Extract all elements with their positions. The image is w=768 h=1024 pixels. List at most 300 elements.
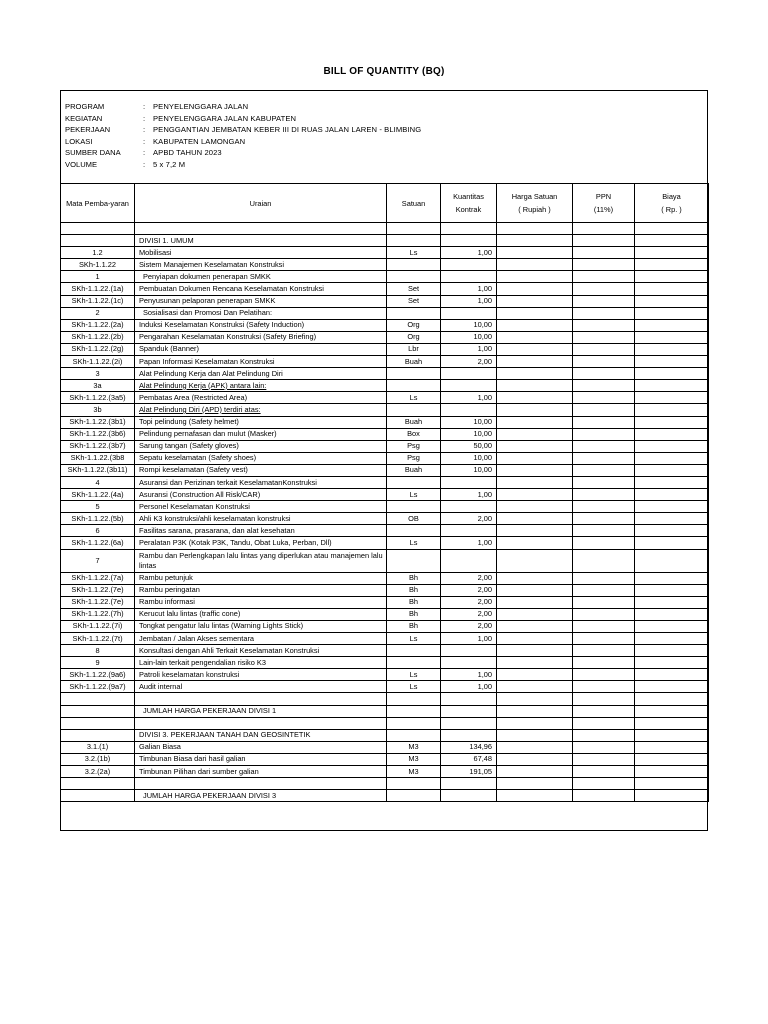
- info-value: PENGGANTIAN JEMBATAN KEBER III DI RUAS JALAN LAREN - BLIMBING: [153, 125, 422, 135]
- table-row: [61, 681, 709, 693]
- cell-uraian: Lain-lain terkait pengendalian risiko K3: [135, 657, 387, 669]
- info-label: VOLUME: [65, 159, 98, 169]
- cell-ppn: [573, 464, 635, 476]
- info-value: KABUPATEN LAMONGAN: [153, 136, 246, 146]
- cell-kuantitas: [441, 645, 497, 657]
- cell-mata-pembayaran: [61, 729, 135, 741]
- cell-ppn: [573, 319, 635, 331]
- cell-kuantitas: [441, 778, 497, 790]
- cell-ppn: [573, 476, 635, 488]
- info-row: [65, 124, 421, 136]
- cell-uraian: Topi pelindung (Safety helmet): [135, 416, 387, 428]
- cell-ppn: [573, 766, 635, 778]
- cell-harga-satuan: [497, 693, 573, 705]
- cell-uraian: Rambu petunjuk: [135, 572, 387, 584]
- info-label: PEKERJAAN: [65, 125, 111, 135]
- cell-satuan: Ls: [387, 489, 441, 501]
- cell-kuantitas: 10,00: [441, 464, 497, 476]
- cell-uraian: Peralatan P3K (Kotak P3K, Tandu, Obat Luka, Perban, Dll): [135, 537, 387, 549]
- cell-harga-satuan: [497, 596, 573, 608]
- cell-satuan: [387, 307, 441, 319]
- header-mata-pembayaran: Mata Pemba-yaran: [61, 184, 135, 223]
- cell-satuan: [387, 705, 441, 717]
- cell-satuan: M3: [387, 741, 441, 753]
- cell-mata-pembayaran: SKh-1.1.22.(1a): [61, 283, 135, 295]
- table-row: [61, 368, 709, 380]
- cell-mata-pembayaran: 6: [61, 525, 135, 537]
- cell-satuan: Bh: [387, 596, 441, 608]
- header-satuan: Satuan: [387, 184, 441, 223]
- cell-mata-pembayaran: SKh-1.1.22.(9a7): [61, 681, 135, 693]
- info-value: PENYELENGGARA JALAN KABUPATEN: [153, 113, 297, 123]
- table-row: [61, 584, 709, 596]
- cell-ppn: [573, 307, 635, 319]
- cell-mata-pembayaran: SKh-1.1.22.(3b11): [61, 464, 135, 476]
- cell-kuantitas: 191,05: [441, 766, 497, 778]
- header-kuantitas: Kuantitas Kontrak: [441, 184, 497, 223]
- table-row: [61, 525, 709, 537]
- cell-kuantitas: 2,00: [441, 572, 497, 584]
- table-row: [61, 428, 709, 440]
- cell-satuan: Ls: [387, 247, 441, 259]
- cell-mata-pembayaran: [61, 778, 135, 790]
- cell-uraian: Sistem Manajemen Keselamatan Konstruksi: [135, 259, 387, 271]
- cell-mata-pembayaran: SKh-1.1.22.(7t): [61, 633, 135, 645]
- table-row: [61, 741, 709, 753]
- cell-uraian: DIVISI 3. PEKERJAAN TANAH DAN GEOSINTETIK: [135, 729, 387, 741]
- cell-mata-pembayaran: SKh-1.1.22.(3a5): [61, 392, 135, 404]
- info-row: [65, 113, 421, 125]
- cell-harga-satuan: [497, 271, 573, 283]
- cell-biaya: [635, 392, 709, 404]
- cell-uraian: Konsultasi dengan Ahli Terkait Keselamatan Konstruksi: [135, 645, 387, 657]
- cell-harga-satuan: [497, 501, 573, 513]
- cell-harga-satuan: [497, 428, 573, 440]
- cell-biaya: [635, 572, 709, 584]
- cell-biaya: [635, 645, 709, 657]
- cell-harga-satuan: [497, 259, 573, 271]
- table-row: [61, 766, 709, 778]
- cell-mata-pembayaran: 3b: [61, 404, 135, 416]
- cell-satuan: M3: [387, 753, 441, 765]
- cell-uraian: Rambu informasi: [135, 596, 387, 608]
- cell-kuantitas: 2,00: [441, 620, 497, 632]
- cell-mata-pembayaran: 5: [61, 501, 135, 513]
- cell-biaya: [635, 356, 709, 368]
- cell-ppn: [573, 513, 635, 525]
- cell-biaya: [635, 223, 709, 235]
- cell-satuan: Org: [387, 319, 441, 331]
- cell-biaya: [635, 681, 709, 693]
- cell-uraian: Fasilitas sarana, prasarana, dan alat kesehatan: [135, 525, 387, 537]
- cell-harga-satuan: [497, 717, 573, 729]
- cell-mata-pembayaran: SKh-1.1.22.(7e): [61, 596, 135, 608]
- cell-satuan: [387, 778, 441, 790]
- cell-satuan: [387, 717, 441, 729]
- cell-biaya: [635, 452, 709, 464]
- cell-uraian: [135, 223, 387, 235]
- cell-satuan: Psg: [387, 452, 441, 464]
- cell-uraian: Sosialisasi dan Promosi Dan Pelatihan:: [135, 307, 387, 319]
- cell-mata-pembayaran: [61, 223, 135, 235]
- cell-ppn: [573, 572, 635, 584]
- project-info: [65, 101, 421, 171]
- cell-kuantitas: 1,00: [441, 343, 497, 355]
- cell-biaya: [635, 235, 709, 247]
- table-row: [61, 464, 709, 476]
- cell-uraian: Asuransi dan Perizinan terkait KeselamatanKonstruksi: [135, 476, 387, 488]
- cell-ppn: [573, 368, 635, 380]
- cell-uraian: Penyusunan pelaporan penerapan SMKK: [135, 295, 387, 307]
- cell-harga-satuan: [497, 416, 573, 428]
- cell-harga-satuan: [497, 778, 573, 790]
- cell-harga-satuan: [497, 464, 573, 476]
- cell-mata-pembayaran: 9: [61, 657, 135, 669]
- cell-ppn: [573, 404, 635, 416]
- info-label: SUMBER DANA: [65, 148, 121, 158]
- cell-mata-pembayaran: [61, 717, 135, 729]
- cell-ppn: [573, 489, 635, 501]
- table-row: [61, 489, 709, 501]
- cell-ppn: [573, 753, 635, 765]
- table-row: [61, 416, 709, 428]
- cell-biaya: [635, 476, 709, 488]
- cell-kuantitas: [441, 717, 497, 729]
- cell-ppn: [573, 271, 635, 283]
- cell-ppn: [573, 223, 635, 235]
- cell-kuantitas: [441, 380, 497, 392]
- cell-ppn: [573, 295, 635, 307]
- cell-kuantitas: 134,96: [441, 741, 497, 753]
- cell-harga-satuan: [497, 331, 573, 343]
- cell-mata-pembayaran: SKh-1.1.22.(7i): [61, 620, 135, 632]
- cell-ppn: [573, 620, 635, 632]
- cell-kuantitas: [441, 501, 497, 513]
- cell-harga-satuan: [497, 404, 573, 416]
- cell-harga-satuan: [497, 525, 573, 537]
- cell-satuan: [387, 790, 441, 802]
- cell-biaya: [635, 766, 709, 778]
- cell-ppn: [573, 790, 635, 802]
- cell-uraian: [135, 404, 387, 416]
- table-row: [61, 247, 709, 259]
- cell-satuan: [387, 368, 441, 380]
- cell-harga-satuan: [497, 572, 573, 584]
- cell-uraian: Personel Keselamatan Konstruksi: [135, 501, 387, 513]
- cell-ppn: [573, 693, 635, 705]
- cell-harga-satuan: [497, 392, 573, 404]
- cell-mata-pembayaran: 7: [61, 549, 135, 572]
- cell-harga-satuan: [497, 452, 573, 464]
- cell-harga-satuan: [497, 633, 573, 645]
- cell-mata-pembayaran: SKh-1.1.22.(6a): [61, 537, 135, 549]
- cell-mata-pembayaran: SKh-1.1.22.(7a): [61, 572, 135, 584]
- cell-kuantitas: 1,00: [441, 669, 497, 681]
- cell-mata-pembayaran: 2: [61, 307, 135, 319]
- cell-uraian: [135, 717, 387, 729]
- cell-uraian: Pembuatan Dokumen Rencana Keselamatan Konstruksi: [135, 283, 387, 295]
- cell-kuantitas: 10,00: [441, 319, 497, 331]
- cell-satuan: [387, 525, 441, 537]
- cell-ppn: [573, 537, 635, 549]
- cell-mata-pembayaran: 3.2.(1b): [61, 753, 135, 765]
- cell-harga-satuan: [497, 537, 573, 549]
- cell-ppn: [573, 501, 635, 513]
- cell-kuantitas: [441, 368, 497, 380]
- cell-biaya: [635, 584, 709, 596]
- table-row: [61, 537, 709, 549]
- document-title: BILL OF QUANTITY (BQ): [323, 66, 445, 77]
- cell-biaya: [635, 657, 709, 669]
- cell-satuan: Set: [387, 295, 441, 307]
- cell-kuantitas: [441, 525, 497, 537]
- cell-kuantitas: [441, 790, 497, 802]
- cell-kuantitas: [441, 307, 497, 319]
- cell-ppn: [573, 247, 635, 259]
- cell-uraian: [135, 693, 387, 705]
- cell-mata-pembayaran: 8: [61, 645, 135, 657]
- info-sep: :: [143, 125, 146, 135]
- cell-mata-pembayaran: SKh-1.1.22.(2b): [61, 331, 135, 343]
- info-row: [65, 136, 421, 148]
- cell-satuan: Org: [387, 331, 441, 343]
- cell-satuan: Bh: [387, 608, 441, 620]
- table-row: [61, 452, 709, 464]
- cell-uraian: JUMLAH HARGA PEKERJAAN DIVISI 3: [135, 790, 387, 802]
- cell-harga-satuan: [497, 476, 573, 488]
- cell-harga-satuan: [497, 223, 573, 235]
- total-row: [61, 705, 709, 717]
- underlined-label: Alat Pelindung Kerja (APK) antara lain:: [139, 380, 267, 390]
- cell-kuantitas: [441, 404, 497, 416]
- cell-mata-pembayaran: SKh-1.1.22.(3b7): [61, 440, 135, 452]
- cell-uraian: Pengarahan Keselamatan Konstruksi (Safety Briefing): [135, 331, 387, 343]
- cell-biaya: [635, 428, 709, 440]
- cell-satuan: Ls: [387, 681, 441, 693]
- cell-mata-pembayaran: 3a: [61, 380, 135, 392]
- cell-biaya: [635, 537, 709, 549]
- cell-kuantitas: 1,00: [441, 295, 497, 307]
- cell-satuan: [387, 271, 441, 283]
- cell-harga-satuan: [497, 608, 573, 620]
- cell-harga-satuan: [497, 513, 573, 525]
- cell-mata-pembayaran: [61, 790, 135, 802]
- cell-harga-satuan: [497, 620, 573, 632]
- cell-biaya: [635, 778, 709, 790]
- cell-harga-satuan: [497, 295, 573, 307]
- cell-mata-pembayaran: [61, 693, 135, 705]
- cell-biaya: [635, 525, 709, 537]
- cell-harga-satuan: [497, 307, 573, 319]
- cell-ppn: [573, 778, 635, 790]
- cell-satuan: Ls: [387, 537, 441, 549]
- cell-biaya: [635, 271, 709, 283]
- cell-harga-satuan: [497, 741, 573, 753]
- info-row: [65, 159, 421, 171]
- cell-ppn: [573, 356, 635, 368]
- cell-biaya: [635, 669, 709, 681]
- cell-ppn: [573, 681, 635, 693]
- cell-mata-pembayaran: 1: [61, 271, 135, 283]
- cell-biaya: [635, 319, 709, 331]
- cell-uraian: Jembatan / Jalan Akses sementara: [135, 633, 387, 645]
- cell-biaya: [635, 331, 709, 343]
- cell-satuan: [387, 657, 441, 669]
- table-row: [61, 669, 709, 681]
- cell-biaya: [635, 705, 709, 717]
- underlined-label: Alat Pelindung Diri (APD) terdiri atas:: [139, 404, 261, 414]
- cell-kuantitas: 10,00: [441, 331, 497, 343]
- cell-satuan: [387, 549, 441, 572]
- cell-uraian: Kerucut lalu lintas (traffic cone): [135, 608, 387, 620]
- cell-biaya: [635, 404, 709, 416]
- cell-ppn: [573, 705, 635, 717]
- cell-kuantitas: 50,00: [441, 440, 497, 452]
- table-row: [61, 295, 709, 307]
- cell-mata-pembayaran: 3: [61, 368, 135, 380]
- info-row: [65, 101, 421, 113]
- cell-harga-satuan: [497, 368, 573, 380]
- cell-satuan: [387, 404, 441, 416]
- cell-satuan: Buah: [387, 416, 441, 428]
- cell-kuantitas: 2,00: [441, 356, 497, 368]
- cell-biaya: [635, 489, 709, 501]
- cell-ppn: [573, 392, 635, 404]
- cell-mata-pembayaran: SKh-1.1.22.(7h): [61, 608, 135, 620]
- header-biaya: Biaya ( Rp. ): [635, 184, 709, 223]
- header-harga-satuan: Harga Satuan ( Rupiah ): [497, 184, 573, 223]
- total-row: [61, 790, 709, 802]
- cell-uraian: Penyiapan dokumen penerapan SMKK: [135, 271, 387, 283]
- cell-satuan: Lbr: [387, 343, 441, 355]
- cell-biaya: [635, 368, 709, 380]
- table-row: [61, 404, 709, 416]
- cell-mata-pembayaran: [61, 235, 135, 247]
- table-row: [61, 307, 709, 319]
- cell-uraian: Audit internal: [135, 681, 387, 693]
- table-row: [61, 657, 709, 669]
- table-row: [61, 778, 709, 790]
- cell-mata-pembayaran: SKh-1.1.22.(2i): [61, 356, 135, 368]
- cell-biaya: [635, 693, 709, 705]
- cell-mata-pembayaran: SKh-1.1.22.(3b1): [61, 416, 135, 428]
- cell-ppn: [573, 669, 635, 681]
- cell-biaya: [635, 464, 709, 476]
- cell-biaya: [635, 790, 709, 802]
- info-label: PROGRAM: [65, 102, 105, 111]
- cell-harga-satuan: [497, 729, 573, 741]
- table-row: [61, 717, 709, 729]
- cell-kuantitas: 1,00: [441, 247, 497, 259]
- cell-ppn: [573, 584, 635, 596]
- cell-kuantitas: 10,00: [441, 452, 497, 464]
- table-row: [61, 271, 709, 283]
- table-row: [61, 283, 709, 295]
- table-row: [61, 235, 709, 247]
- cell-biaya: [635, 307, 709, 319]
- header-uraian: Uraian: [135, 184, 387, 223]
- cell-ppn: [573, 717, 635, 729]
- cell-ppn: [573, 608, 635, 620]
- cell-ppn: [573, 235, 635, 247]
- info-label: LOKASI: [65, 136, 93, 146]
- cell-kuantitas: 2,00: [441, 608, 497, 620]
- cell-satuan: OB: [387, 513, 441, 525]
- cell-uraian: Ahli K3 konstruksi/ahli keselamatan konstruksi: [135, 513, 387, 525]
- cell-satuan: Buah: [387, 356, 441, 368]
- cell-kuantitas: 2,00: [441, 513, 497, 525]
- cell-harga-satuan: [497, 645, 573, 657]
- info-row: [65, 147, 421, 159]
- cell-uraian: [135, 380, 387, 392]
- cell-kuantitas: [441, 259, 497, 271]
- cell-satuan: Bh: [387, 620, 441, 632]
- cell-biaya: [635, 513, 709, 525]
- cell-biaya: [635, 343, 709, 355]
- cell-kuantitas: [441, 705, 497, 717]
- cell-harga-satuan: [497, 705, 573, 717]
- table-row: [61, 572, 709, 584]
- cell-satuan: [387, 501, 441, 513]
- cell-ppn: [573, 741, 635, 753]
- table-row: [61, 223, 709, 235]
- info-sep: :: [143, 102, 146, 111]
- cell-satuan: Bh: [387, 584, 441, 596]
- cell-ppn: [573, 283, 635, 295]
- cell-uraian: Rambu dan Perlengkapan lalu lintas yang diperlukan atau manajemen lalu lintas: [135, 549, 387, 572]
- info-sep: :: [143, 136, 146, 146]
- cell-mata-pembayaran: 4: [61, 476, 135, 488]
- table-row: [61, 729, 709, 741]
- cell-kuantitas: [441, 657, 497, 669]
- cell-satuan: [387, 693, 441, 705]
- cell-uraian: Spanduk (Banner): [135, 343, 387, 355]
- cell-satuan: [387, 729, 441, 741]
- cell-kuantitas: [441, 271, 497, 283]
- table-row: [61, 356, 709, 368]
- cell-mata-pembayaran: SKh-1.1.22.(9a6): [61, 669, 135, 681]
- cell-kuantitas: 1,00: [441, 681, 497, 693]
- cell-uraian: Mobilisasi: [135, 247, 387, 259]
- cell-biaya: [635, 753, 709, 765]
- cell-kuantitas: [441, 549, 497, 572]
- table-row: [61, 513, 709, 525]
- cell-kuantitas: 2,00: [441, 584, 497, 596]
- cell-satuan: [387, 476, 441, 488]
- cell-kuantitas: 1,00: [441, 537, 497, 549]
- info-sep: :: [143, 113, 146, 123]
- bill-of-quantity-table: [60, 183, 709, 802]
- cell-kuantitas: [441, 476, 497, 488]
- cell-uraian: Pembatas Area (Restricted Area): [135, 392, 387, 404]
- cell-kuantitas: [441, 223, 497, 235]
- cell-harga-satuan: [497, 669, 573, 681]
- cell-biaya: [635, 608, 709, 620]
- table-row: [61, 633, 709, 645]
- table-header-row: [61, 184, 709, 223]
- cell-ppn: [573, 428, 635, 440]
- table-row: [61, 319, 709, 331]
- cell-biaya: [635, 741, 709, 753]
- cell-kuantitas: [441, 235, 497, 247]
- cell-mata-pembayaran: [61, 705, 135, 717]
- table-row: [61, 753, 709, 765]
- cell-satuan: [387, 380, 441, 392]
- cell-uraian: Timbunan Biasa dari hasil galian: [135, 753, 387, 765]
- cell-harga-satuan: [497, 657, 573, 669]
- cell-harga-satuan: [497, 235, 573, 247]
- table-row: [61, 596, 709, 608]
